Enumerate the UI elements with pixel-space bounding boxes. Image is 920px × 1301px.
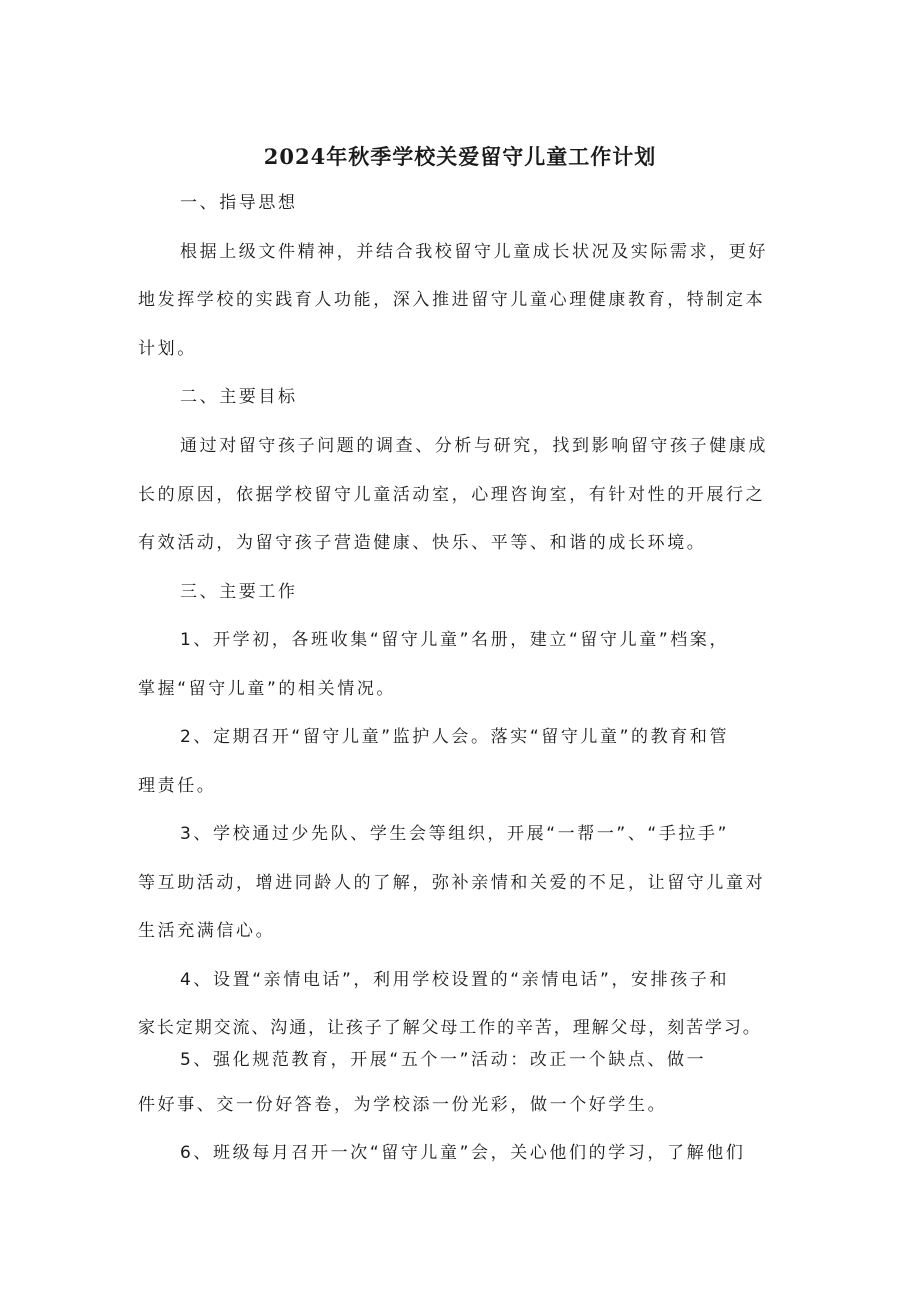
list-item-line: 家长定期交流、沟通，让孩子了解父母工作的辛苦，理解父母，刻苦学习。 bbox=[138, 1018, 762, 1038]
list-item-line: 4、设置“亲情电话”，利用学校设置的“亲情电话”，安排孩子和 bbox=[180, 970, 730, 990]
list-item-line: 件好事、交一份好答卷，为学校添一份光彩，做一个好学生。 bbox=[138, 1095, 668, 1115]
document-title: 2024年秋季学校关爱留守儿童工作计划 bbox=[263, 144, 657, 169]
section-heading-main-goals: 二、主要目标 bbox=[180, 387, 298, 407]
paragraph-line: 地发挥学校的实践育人功能，深入推进留守儿童心理健康教育，特制定本 bbox=[138, 290, 766, 310]
paragraph-line: 通过对留守孩子问题的调查、分析与研究，找到影响留守孩子健康成 bbox=[180, 436, 768, 456]
paragraph-line: 有效活动，为留守孩子营造健康、快乐、平等、和谐的成长环境。 bbox=[138, 533, 707, 553]
section-heading-guiding-ideology: 一、指导思想 bbox=[180, 193, 298, 213]
list-item-line: 3、学校通过少先队、学生会等组织，开展“一帮一”、“手拉手” bbox=[180, 824, 730, 844]
section-heading-main-work: 三、主要工作 bbox=[180, 582, 298, 602]
paragraph-line: 根据上级文件精神，并结合我校留守儿童成长状况及实际需求，更好 bbox=[180, 242, 768, 262]
paragraph-line: 长的原因，依据学校留守儿童活动室，心理咨询室，有针对性的开展行之 bbox=[138, 485, 766, 505]
paragraph-line: 计划。 bbox=[138, 339, 197, 359]
list-item-line: 1、开学初，各班收集“留守儿童”名册，建立“留守儿童”档案， bbox=[180, 630, 730, 650]
list-item-line: 等互助活动，增进同龄人的了解，弥补亲情和关爱的不足，让留守儿童对 bbox=[138, 873, 766, 893]
list-item-line: 6、班级每月召开一次“留守儿童”会，关心他们的学习，了解他们 bbox=[180, 1143, 746, 1163]
list-item-line: 理责任。 bbox=[138, 776, 217, 796]
list-item-line: 5、强化规范教育，开展“五个一”活动：改正一个缺点、做一 bbox=[180, 1050, 707, 1070]
list-item-line: 生活充满信心。 bbox=[138, 921, 276, 941]
list-item-line: 掌握“留守儿童”的相关情况。 bbox=[138, 679, 397, 699]
list-item-line: 2、定期召开“留守儿童”监护人会。落实“留守儿童”的教育和管 bbox=[180, 727, 730, 747]
